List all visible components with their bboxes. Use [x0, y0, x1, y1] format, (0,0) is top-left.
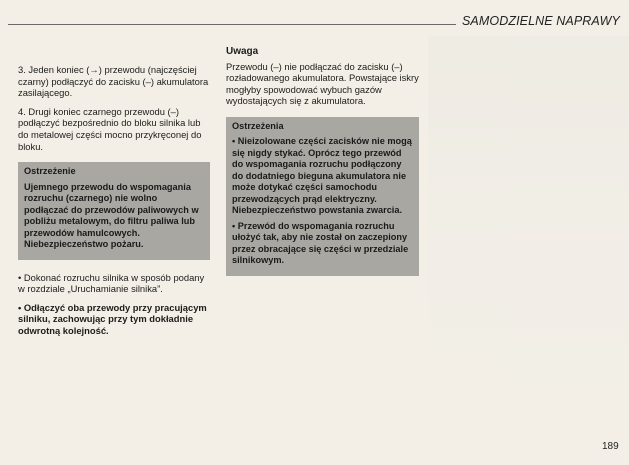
header-rule [8, 24, 456, 25]
warning-title-left: Ostrzeżenie [24, 166, 76, 177]
note-title: Uwaga [226, 46, 259, 57]
page-header-title: SAMODZIELNE NAPRAWY [462, 14, 620, 28]
bullet-start-engine: • Dokonać rozruchu silnika w sposób podany w rozdziale „Uruchamianie silnika”. [18, 271, 205, 295]
page-number: 189 [602, 441, 619, 452]
warning-box-left [18, 162, 210, 260]
warning-item-2: • Przewód do wspomagania rozruchu ułożyć tak, aby nie został on zaczepiony przez obracające się części w przedziale silnikowym. [232, 220, 409, 266]
warning-box-right [226, 117, 419, 276]
bullet-disconnect: • Odłączyć oba przewody przy pracującym silniku, zachowując przy tym dokładnie odwrotną kolejność. [18, 301, 207, 337]
step-3-paragraph: 3. Jeden koniec (→) przewodu (najczęściej czarny) podłączyć do zacisku (–) akumulatora zasilającego. [18, 64, 209, 99]
step-4-paragraph: 4. Drugi koniec czarnego przewodu (–) podłączyć bezpośrednio do bloku silnika lub do metalowej części mocno przykręconej do bloku. [18, 105, 202, 152]
warning-title-right: Ostrzeżenia [232, 120, 284, 131]
warning-item-1: • Nieizolowane części zacisków nie mogą się nigdy stykać. Oprócz tego przewód do wspomagania rozruchu podłączony do dodatniego bieguna akumulatora nie może dotykać części samochodu przewodzących prąd elektryczny. Niebezpieczeństwo powstania zwarcia. [232, 136, 412, 216]
note-text: Przewodu (–) nie podłączać do zacisku (–) rozładowanego akumulatora. Powstające iskry mogłyby spowodować wybuch gazów wydostających się z akumulatora. [226, 60, 419, 107]
left-column [18, 64, 210, 344]
right-column [226, 46, 419, 288]
page-edge-shadow [428, 36, 629, 416]
warning-text-left: Ujemnego przewodu do wspomagania rozruchu (czarnego) nie wolno podłączać do przewodów paliwowych w pobliżu metalowym, do filtru paliwa lub przewodów hamulcowych. Niebezpieczeństwo pożaru. [24, 181, 199, 250]
